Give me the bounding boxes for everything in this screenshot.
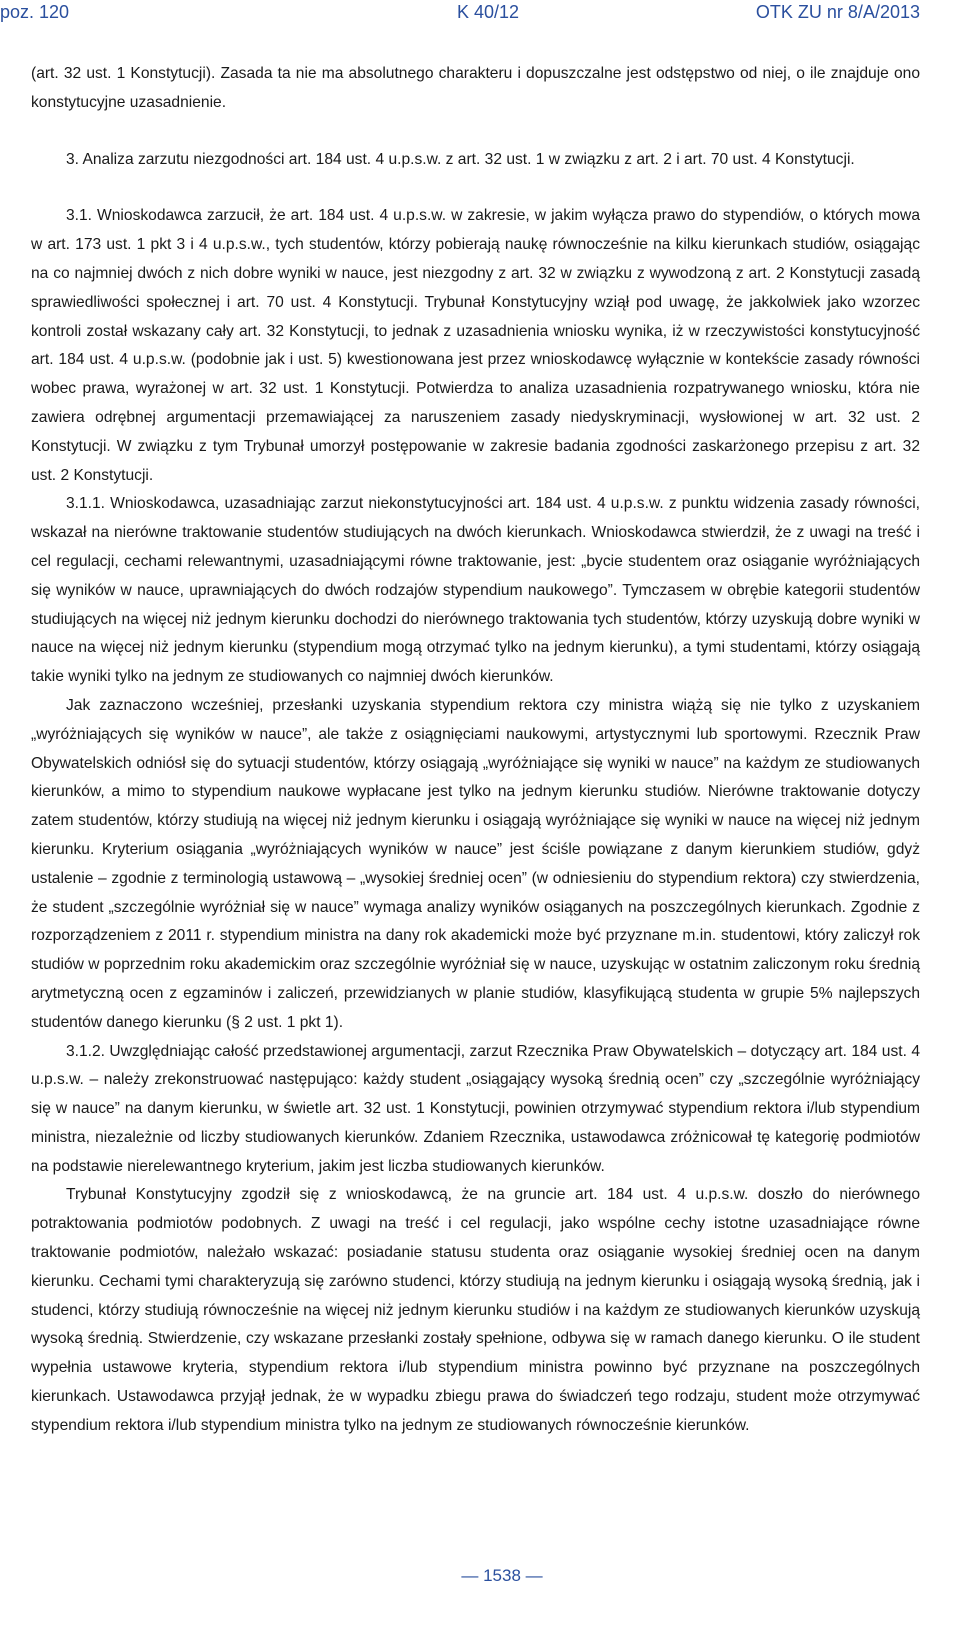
paragraph-1: (art. 32 ust. 1 Konstytucji). Zasada ta nie ma absolutnego charakteru i dopuszczalne jest odstępstwo od niej, o ile znajduje ono konstytucyjne uzasadnienie. bbox=[31, 65, 920, 111]
paragraph-spacer bbox=[31, 174, 920, 202]
paragraph-spacer bbox=[31, 118, 920, 146]
page-header bbox=[0, 0, 960, 56]
journal-reference: OTK ZU nr 8/A/2013 bbox=[755, 2, 920, 22]
paragraph-7: Trybunał Konstytucyjny zgodził się z wnioskodawcą, że na gruncie art. 184 ust. 4 u.p.s.w. doszło do nierównego potraktowania podmiotów podobnych. Z uwagi na treść i cel regulacji, jako wspólne cechy istotne uzasadniające równe traktowanie podmiotów, należało wskazać: posiadanie statusu studenta oraz osiąganie wysokiej średniej ocen na danym kierunku. Cechami tymi charakteryzują się zarówno studenci, którzy studiują na jednym kierunku i osiągają wysoką średnią, jak i studenci, którzy studiują równocześnie na więcej niż jednym kierunku studiów i na każdym ze studiowanych kierunków uzyskują wysoką średnią. Stwierdzenie, czy wskazane przesłanki zostały spełnione, odbywa się w ramach danego kierunku. O ile student wypełnia ustawowe kryteria, stypendium rektora i/lub stypendium ministra powinno być przyznane na poszczególnych kierunkach. Ustawodawca przyjął jednak, że w wypadku zbiegu prawa do świadczeń tego rodzaju, student może otrzymywać stypendium rektora i/lub stypendium ministra tylko na jednym ze studiowanych równocześnie kierunków. bbox=[31, 1186, 920, 1434]
case-signature: K 40/12 bbox=[457, 2, 520, 22]
section-3-1: 3.1. Wnioskodawca zarzucił, że art. 184 ust. 4 u.p.s.w. w zakresie, w jakim wyłącza prawo do stypendiów, o których mowa w art. 173 ust. 1 pkt 3 i 4 u.p.s.w., tych studentów, którzy pobierają naukę równocześnie na kilku kierunkach studiów, osiągając na co najmniej dwóch z nich dobre wyniki w nauce, jest niezgodny z art. 32 w związku z wywodzoną z art. 2 Konstytucji zasadą sprawiedliwości społecznej i art. 70 ust. 4 Konstytucji. Trybunał Konstytucyjny wziął pod uwagę, że jakkolwiek jako wzorzec kontroli został wskazany cały art. 32 Konstytucji, to jednak z uzasadnienia wniosku wynika, iż w rzeczywistości konstytucyjność art. 184 ust. 4 u.p.s.w. (podobnie jak i ust. 5) kwestionowana jest przez wnioskodawcę wyłącznie w kontekście zasady równości wobec prawa, wyrażonej w art. 32 ust. 1 Konstytucji. Potwierdza to analiza uzasadnienia rozpatrywanego wniosku, która nie zawiera odrębnej argumentacji przemawiającej za naruszeniem zasady niedyskryminacji, wysłowionej w art. 32 ust. 2 Konstytucji. W związku z tym Trybunał umorzył postępowanie w zakresie badania zgodności zaskarżonego przepisu z art. 32 ust. 2 Konstytucji. bbox=[31, 207, 920, 484]
section-3-1-2: 3.1.2. Uwzględniając całość przedstawionej argumentacji, zarzut Rzecznika Praw Obywatelskich – dotyczący art. 184 ust. 4 u.p.s.w. – należy zrekonstruować następująco: każdy student „osiągający wysoką średnią ocen” czy „szczególnie wyróżniający się w nauce” na danym kierunku, w świetle art. 32 ust. 1 Konstytucji, powinien otrzymywać stypendium rektora i/lub stypendium ministra, niezależnie od liczby studiowanych kierunków. Zdaniem Rzecznika, ustawodawca zróżnicował tę kategorię podmiotów na podstawie nierelewantnego kryterium, jakim jest liczba studiowanych kierunków. bbox=[31, 1042, 920, 1175]
page-number: — 1538 — bbox=[461, 1566, 543, 1585]
page-footer bbox=[0, 1566, 960, 1586]
paragraph-5: Jak zaznaczono wcześniej, przesłanki uzyskania stypendium rektora czy ministra wiążą się nie tylko z uzyskaniem „wyróżniających się wyników w nauce”, ale także z osiągnięciami naukowymi, artystycznymi lub sportowymi. Rzecznik Praw Obywatelskich odniósł się do sytuacji studentów, którzy osiągają „wyróżniające się wyniki w nauce” na każdym ze studiowanych kierunków, a mimo to stypendium naukowe wypłacane jest tylko na jednym kierunku studiów. Nierówne traktowanie dotyczy zatem studentów, którzy studiują na więcej niż jednym kierunku i osiągają wyróżniające się wyniki w nauce na więcej niż jednym kierunku. Kryterium osiągania „wyróżniających wyników w nauce” jest ściśle powiązane z danym kierunkiem studiów, gdyż ustalenie – zgodnie z terminologią ustawową – „wysokiej średniej ocen” (w odniesieniu do stypendium rektora) czy stwierdzenia, że student „szczególnie wyróżniał się w nauce” wymaga analizy wyników osiąganych na poszczególnych kierunkach. Zgodnie z rozporządzeniem z 2011 r. stypendium ministra na dany rok akademicki może być przyznane m.in. studentowi, który zaliczył rok studiów w poprzednim roku akademickim oraz szczególnie wyróżniał się w nauce, uzyskując w ostatnim zaliczonym roku średnią arytmetyczną ocen z egzaminów i zaliczeń, przewidzianych w planie studiów, klasyfikującą studenta w grupie 5% najlepszych studentów danego kierunku (§ 2 ust. 1 pkt 1). bbox=[31, 696, 920, 1031]
section-3-heading: 3. Analiza zarzutu niezgodności art. 184 ust. 4 u.p.s.w. z art. 32 ust. 1 w związku z art. 2 i art. 70 ust. 4 Konstytucji. bbox=[66, 150, 855, 168]
document-body bbox=[31, 60, 920, 1441]
section-3-1-1: 3.1.1. Wnioskodawca, uzasadniając zarzut niekonstytucyjności art. 184 ust. 4 u.p.s.w. z punktu widzenia zasady równości, wskazał na nierówne traktowanie studentów studiujących na dwóch kierunkach. Wnioskodawca stwierdził, że z uwagi na treść i cel regulacji, cechami relewantnymi, uzasadniającymi równe traktowanie, jest: „bycie studentem oraz osiąganie wyróżniających się wyników w nauce, uprawniających do dwóch rodzajów stypendium naukowego”. Tymczasem w obrębie kategorii studentów studiujących na więcej niż jednym kierunku dochodzi do nierównego traktowania tych studentów, którzy uzyskują dobre wyniki w nauce na więcej niż jednym kierunku (stypendium mogą otrzymać tylko na jednym kierunku), a tymi studentami, którzy osiągają takie wyniki tylko na jednym ze studiowanych co najmniej dwóch kierunków. bbox=[31, 495, 920, 686]
position-number: poz. 120 bbox=[0, 2, 70, 22]
